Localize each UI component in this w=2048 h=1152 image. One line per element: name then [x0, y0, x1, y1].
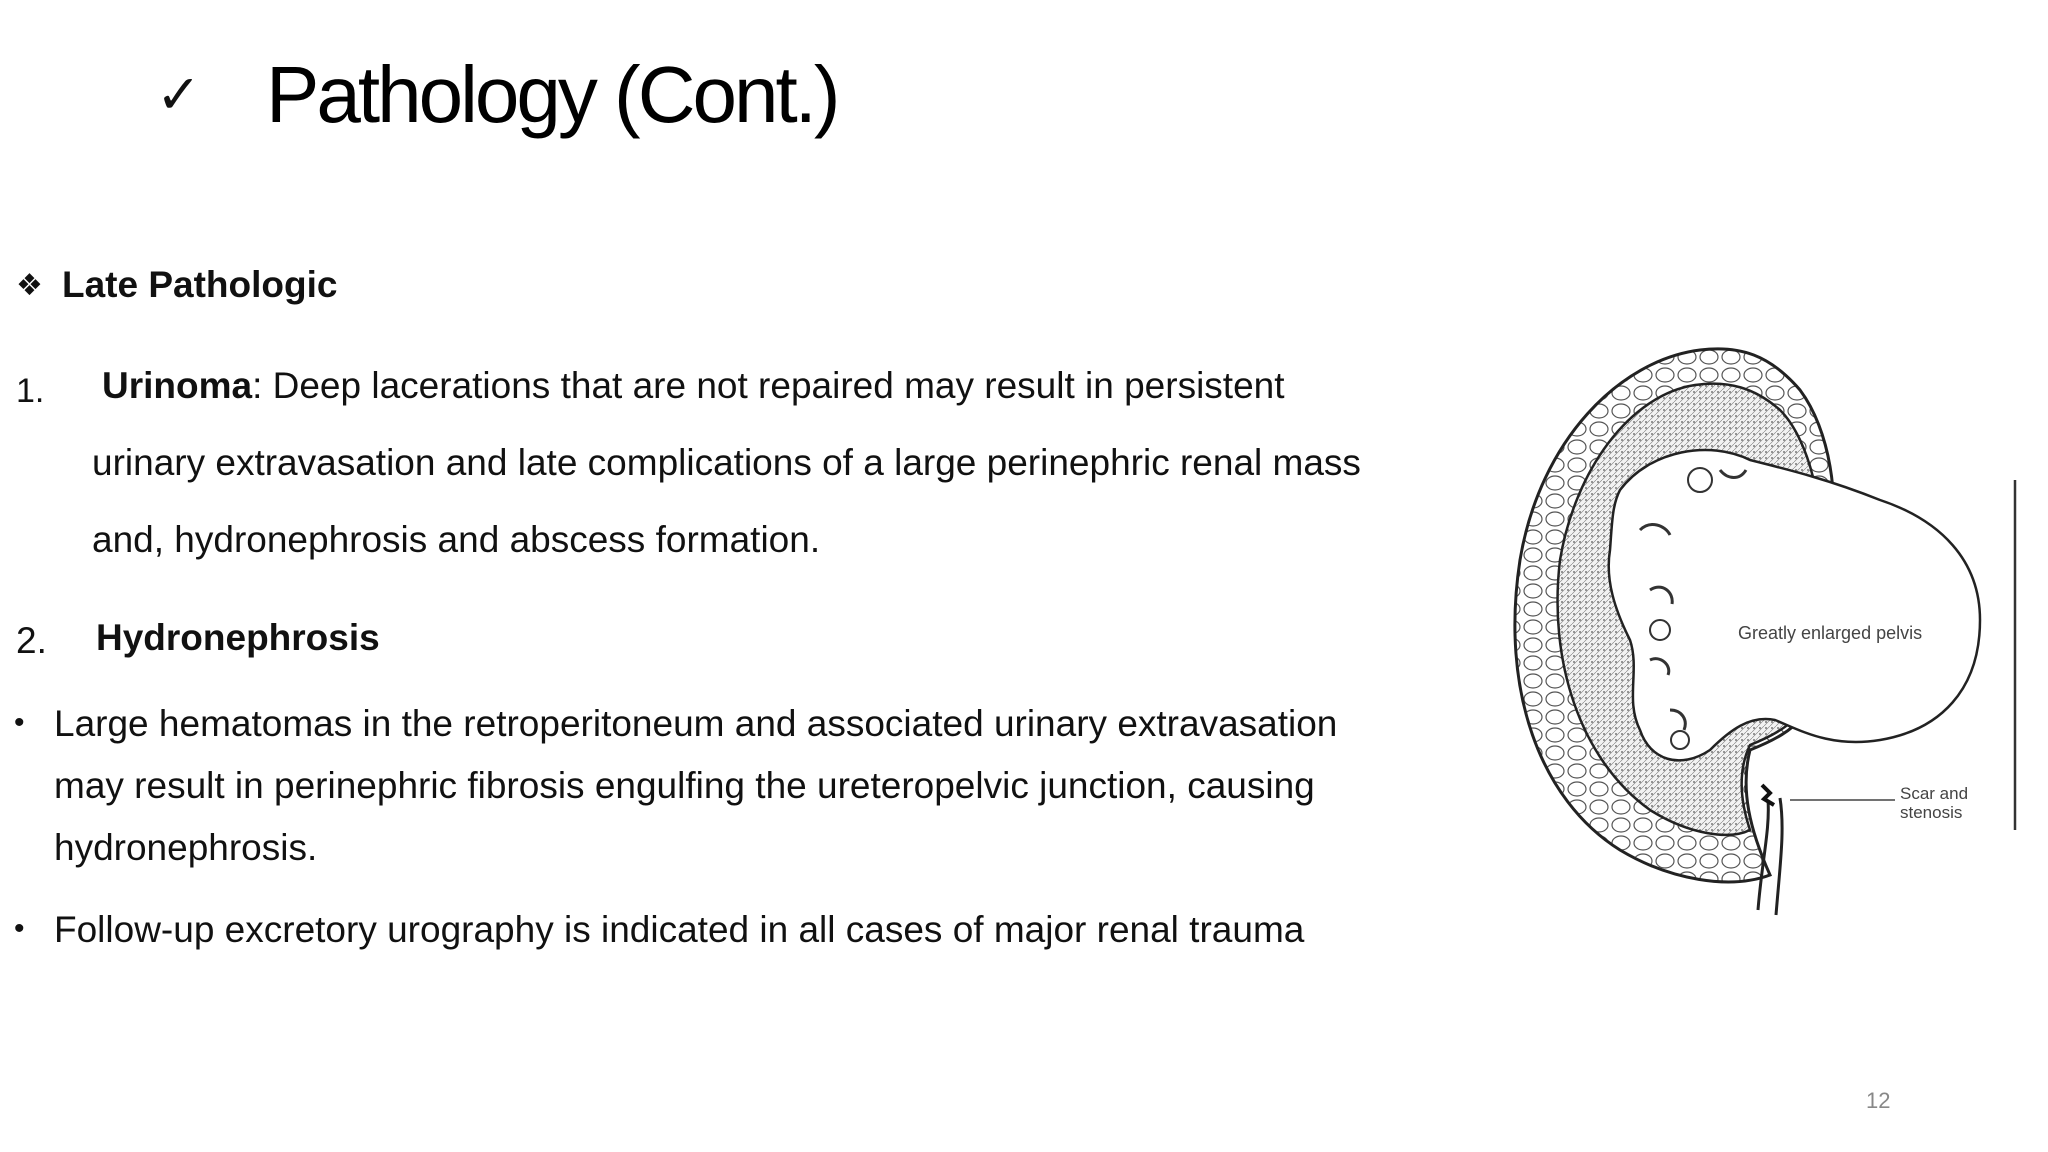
bullet-2-line-1: Follow-up excretory urography is indicated in all cases of major renal trauma	[54, 909, 1305, 950]
section-heading-text: Late Pathologic	[62, 264, 338, 305]
item-1-line-2: urinary extravasation and late complications of a large perinephric renal mass	[92, 442, 1361, 483]
item-number-1: 1.	[16, 372, 45, 410]
bullet-dot-1: •	[14, 706, 25, 739]
page-number: 12	[1866, 1088, 1891, 1113]
label-pelvis: Greatly enlarged pelvis	[1738, 623, 1923, 643]
kidney-drawing	[1500, 330, 2020, 920]
item-1-text: : Deep lacerations that are not repaired may result in persistent	[252, 365, 1285, 406]
bullet-1-line-3: hydronephrosis.	[54, 827, 318, 868]
four-diamond-icon: ❖	[16, 267, 43, 303]
bullet-1-line-2: may result in perinephric fibrosis engulfing the ureteropelvic junction, causing	[54, 765, 1315, 806]
item-1-term: Urinoma	[102, 365, 253, 406]
slide-title: Pathology (Cont.)	[266, 50, 838, 139]
title-row	[156, 40, 838, 150]
section-heading	[16, 264, 337, 306]
item-1-line-1	[102, 364, 1285, 408]
item-number-2: 2.	[16, 620, 47, 661]
label-scar-1: Scar and	[1900, 784, 1969, 803]
item-2-term: Hydronephrosis	[96, 617, 380, 658]
hydronephrosis-kidney-illustration	[1500, 330, 2020, 920]
enlarged-pelvis	[1609, 450, 1980, 760]
item-1-line-3: and, hydronephrosis and abscess formation.	[92, 519, 821, 560]
bullet-1-line-1: Large hematomas in the retroperitoneum and associated urinary extravasation	[54, 703, 1338, 744]
label-scar-2: stenosis	[1900, 803, 1963, 822]
bullet-dot-2: •	[14, 912, 25, 945]
check-icon: ✓	[156, 63, 202, 126]
